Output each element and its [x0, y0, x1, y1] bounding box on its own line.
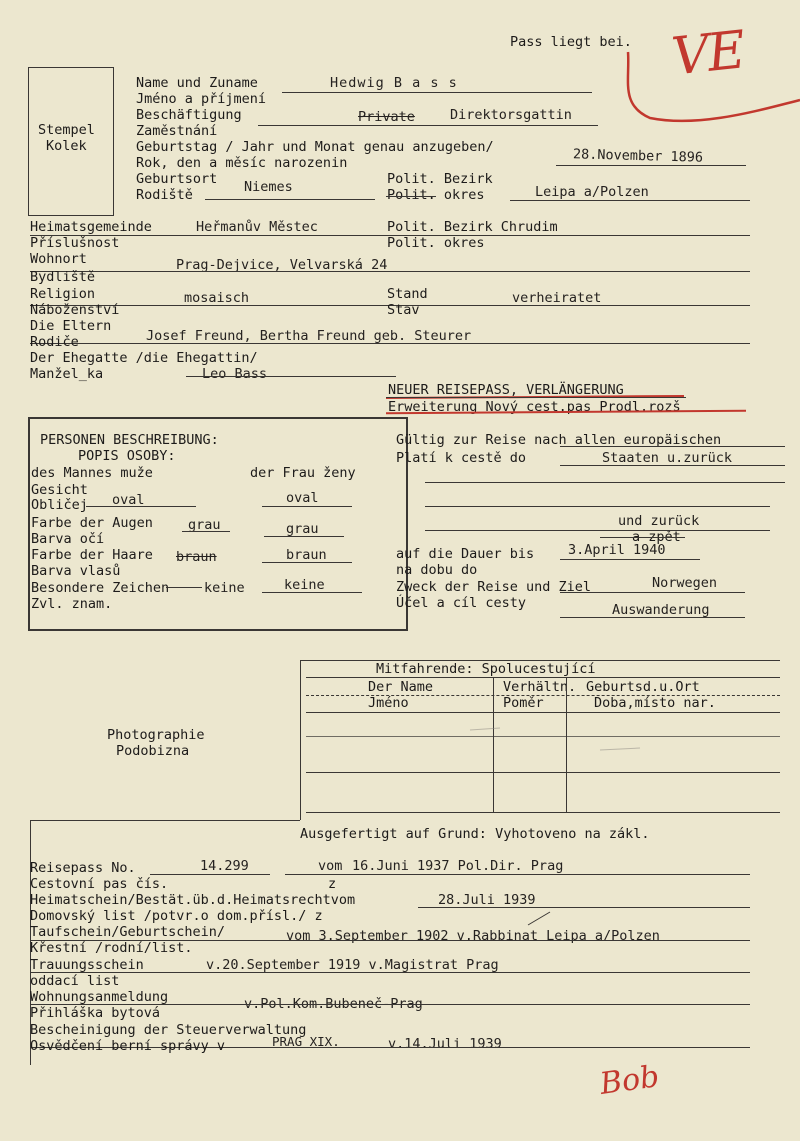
- stamp-label-de: Stempel: [38, 122, 95, 138]
- valid-label-cz: Platí k cestě do: [396, 450, 527, 466]
- face-label-cz: Obličej: [31, 497, 88, 513]
- photo-label-cz: Podobizna: [116, 743, 190, 759]
- home-value: Heřmanův Městec: [196, 219, 318, 235]
- marks-man-value: keine: [204, 580, 245, 596]
- purpose-value: Norwegen: [652, 575, 718, 591]
- name-label-cz: Jméno a příjmení: [136, 91, 267, 107]
- passport-number: 14.299: [200, 858, 249, 874]
- district-value: Leipa a/Polzen: [535, 184, 649, 200]
- steuer-date: v.14.Juli 1939: [388, 1036, 502, 1052]
- religion-label-de: Religion: [30, 286, 96, 302]
- purpose-value-2: Auswanderung: [612, 602, 710, 618]
- birth-value: 28.November 1896: [572, 146, 704, 166]
- companions-col1-cz: Jméno: [368, 695, 409, 711]
- place-label-de: Geburtsort: [136, 171, 218, 187]
- steuer-label-cz: Osvědčení berní správy v: [30, 1038, 226, 1054]
- eyes-woman-value: grau: [286, 521, 319, 537]
- description-title-cz: POPIS OSOBY:: [78, 448, 176, 464]
- passport-label-de: Reisepass No.: [30, 860, 136, 876]
- description-title-de: PERSONEN BESCHREIBUNG:: [40, 432, 219, 448]
- companions-col3-cz: Doba,místo nar.: [594, 695, 716, 711]
- eyes-man-value: grau: [188, 517, 221, 533]
- place-value: Niemes: [244, 179, 293, 195]
- tauf-label-de: Taufschein/Geburtschein/: [30, 924, 226, 940]
- pass-liegt-bei: Pass liegt bei.: [510, 34, 632, 50]
- face-label-de: Gesicht: [31, 482, 88, 498]
- purpose-label-de: Zweck der Reise und Ziel: [396, 579, 592, 595]
- face-woman-value: oval: [286, 490, 319, 506]
- parents-label-cz: Rodiče: [30, 334, 79, 350]
- companions-col2-de: Verhältn.: [503, 679, 577, 695]
- job-struck-value: Private: [358, 109, 415, 125]
- job-value: Direktorsgattin: [450, 107, 572, 123]
- pass-type-line2: Erweiterung Nový cest.pas Prodl.rozš: [388, 399, 681, 415]
- spouse-label-cz: Manžel_ka: [30, 366, 104, 382]
- name-value: Hedwig B a s s: [330, 75, 458, 91]
- trau-label-cz: oddací list: [30, 973, 120, 989]
- valid-label-de: Gültig zur Reise nach allen europäischen: [396, 432, 722, 448]
- home-bezirk: Polit. Bezirk Chrudim: [387, 219, 558, 235]
- purpose-label-cz: Účel a cíl cesty: [396, 595, 527, 611]
- duration-label-de: auf die Dauer bis: [396, 546, 535, 562]
- polit-okres-label: Polit. okres: [387, 187, 485, 203]
- hair-woman-value: braun: [286, 547, 327, 563]
- hair-label-cz: Barva vlasů: [31, 563, 121, 579]
- eyes-label-cz: Barva očí: [31, 531, 105, 547]
- steuer-value: PRAG XIX.: [272, 1034, 340, 1049]
- return-label-de: und zurück: [618, 513, 700, 529]
- stand-label-cz: Stav: [387, 302, 420, 318]
- birth-label-de: Geburtstag / Jahr und Monat genau anzugeben/: [136, 139, 494, 155]
- hair-label-de: Farbe der Haare: [31, 547, 153, 563]
- passport-vom: vom: [318, 858, 343, 874]
- face-man-value: oval: [112, 492, 145, 508]
- birth-label-cz: Rok, den a měsíc narozenin: [136, 155, 348, 171]
- marks-woman-value: keine: [284, 577, 325, 593]
- duration-label-cz: na dobu do: [396, 562, 478, 578]
- heimat-label-cz: Domovský list /potvr.o dom.přísl./ z: [30, 908, 323, 924]
- marks-label-de: Besondere Zeichen: [31, 580, 170, 596]
- hair-man-value: braun: [176, 549, 217, 565]
- parents-value: Josef Freund, Bertha Freund geb. Steurer: [146, 328, 472, 344]
- heimat-value: 28.Juli 1939: [438, 892, 536, 908]
- trau-label-de: Trauungsschein: [30, 957, 144, 973]
- polit-bezirk-label: Polit. Bezirk: [387, 171, 493, 187]
- residence-label-cz: Bydliště: [30, 269, 96, 285]
- job-label-de: Beschäftigung: [136, 107, 242, 123]
- stamp-label-cz: Kolek: [46, 138, 87, 154]
- spouse-label-de: Der Ehegatte /die Ehegattin/: [30, 350, 258, 366]
- residence-label-de: Wohnort: [30, 251, 87, 267]
- place-label-cz: Rodiště: [136, 187, 193, 203]
- spouse-value: Leo Bass: [202, 366, 268, 382]
- stand-label-de: Stand: [387, 286, 428, 302]
- passport-value: 16.Juni 1937 Pol.Dir. Prag: [352, 858, 564, 874]
- description-man: des Mannes muže: [31, 465, 153, 481]
- duration-value: 3.April 1940: [568, 542, 666, 558]
- home-okres: Polit. okres: [387, 235, 485, 251]
- description-woman: der Frau ženy: [250, 465, 356, 481]
- job-label-cz: Zaměstnání: [136, 123, 218, 139]
- residence-value: Prag-Dejvice, Velvarská 24: [176, 257, 388, 273]
- return-label-cz: a zpět: [632, 529, 681, 545]
- companions-col2-cz: Poměr: [503, 695, 544, 711]
- parents-label-de: Die Eltern: [30, 318, 112, 334]
- wohn-value: v.Pol.Kom.Bubeneč-Prag: [244, 996, 423, 1012]
- pass-type-line1: NEUER REISEPASS, VERLÄNGERUNG: [388, 382, 624, 398]
- marks-label-cz: Zvl. znam.: [31, 596, 113, 612]
- wohn-label-cz: Přihláška bytová: [30, 1005, 161, 1021]
- steuer-label-de: Bescheinigung der Steuerverwaltung: [30, 1022, 307, 1038]
- companions-col3-de: Geburtsd.u.Ort: [586, 679, 700, 695]
- companions-col1-de: Der Name: [368, 679, 434, 695]
- eyes-label-de: Farbe der Augen: [31, 515, 153, 531]
- companions-title: Mitfahrende: Spolucestující: [376, 661, 596, 677]
- wohn-label-de: Wohnungsanmeldung: [30, 989, 169, 1005]
- photo-label-de: Photographie: [107, 727, 205, 743]
- valid-value: Staaten u.zurück: [602, 450, 733, 466]
- home-label-de: Heimatsgemeinde: [30, 219, 152, 235]
- religion-value: mosaisch: [184, 290, 250, 306]
- stand-value: verheiratet: [512, 290, 602, 306]
- heimat-label-de: Heimatschein/Bestät.üb.d.Heimatsrechtvom: [30, 892, 356, 908]
- tauf-value: vom 3.September 1902 v.Rabbinat Leipa a/Polzen: [286, 928, 660, 944]
- trau-value: v.20.September 1919 v.Magistrat Prag: [206, 957, 499, 973]
- name-label-de: Name und Zuname: [136, 75, 258, 91]
- issued-heading: Ausgefertigt auf Grund: Vyhotoveno na zákl.: [300, 826, 650, 842]
- tauf-label-cz: Křestní /rodní/list.: [30, 940, 193, 956]
- religion-label-cz: Náboženství: [30, 302, 120, 318]
- passport-z: z: [328, 876, 337, 892]
- passport-label-cz: Cestovní pas čís.: [30, 876, 169, 892]
- home-label-cz: Příslušnost: [30, 235, 120, 251]
- red-signature: Bob: [597, 1059, 662, 1102]
- red-ve-mark: VE: [669, 20, 747, 88]
